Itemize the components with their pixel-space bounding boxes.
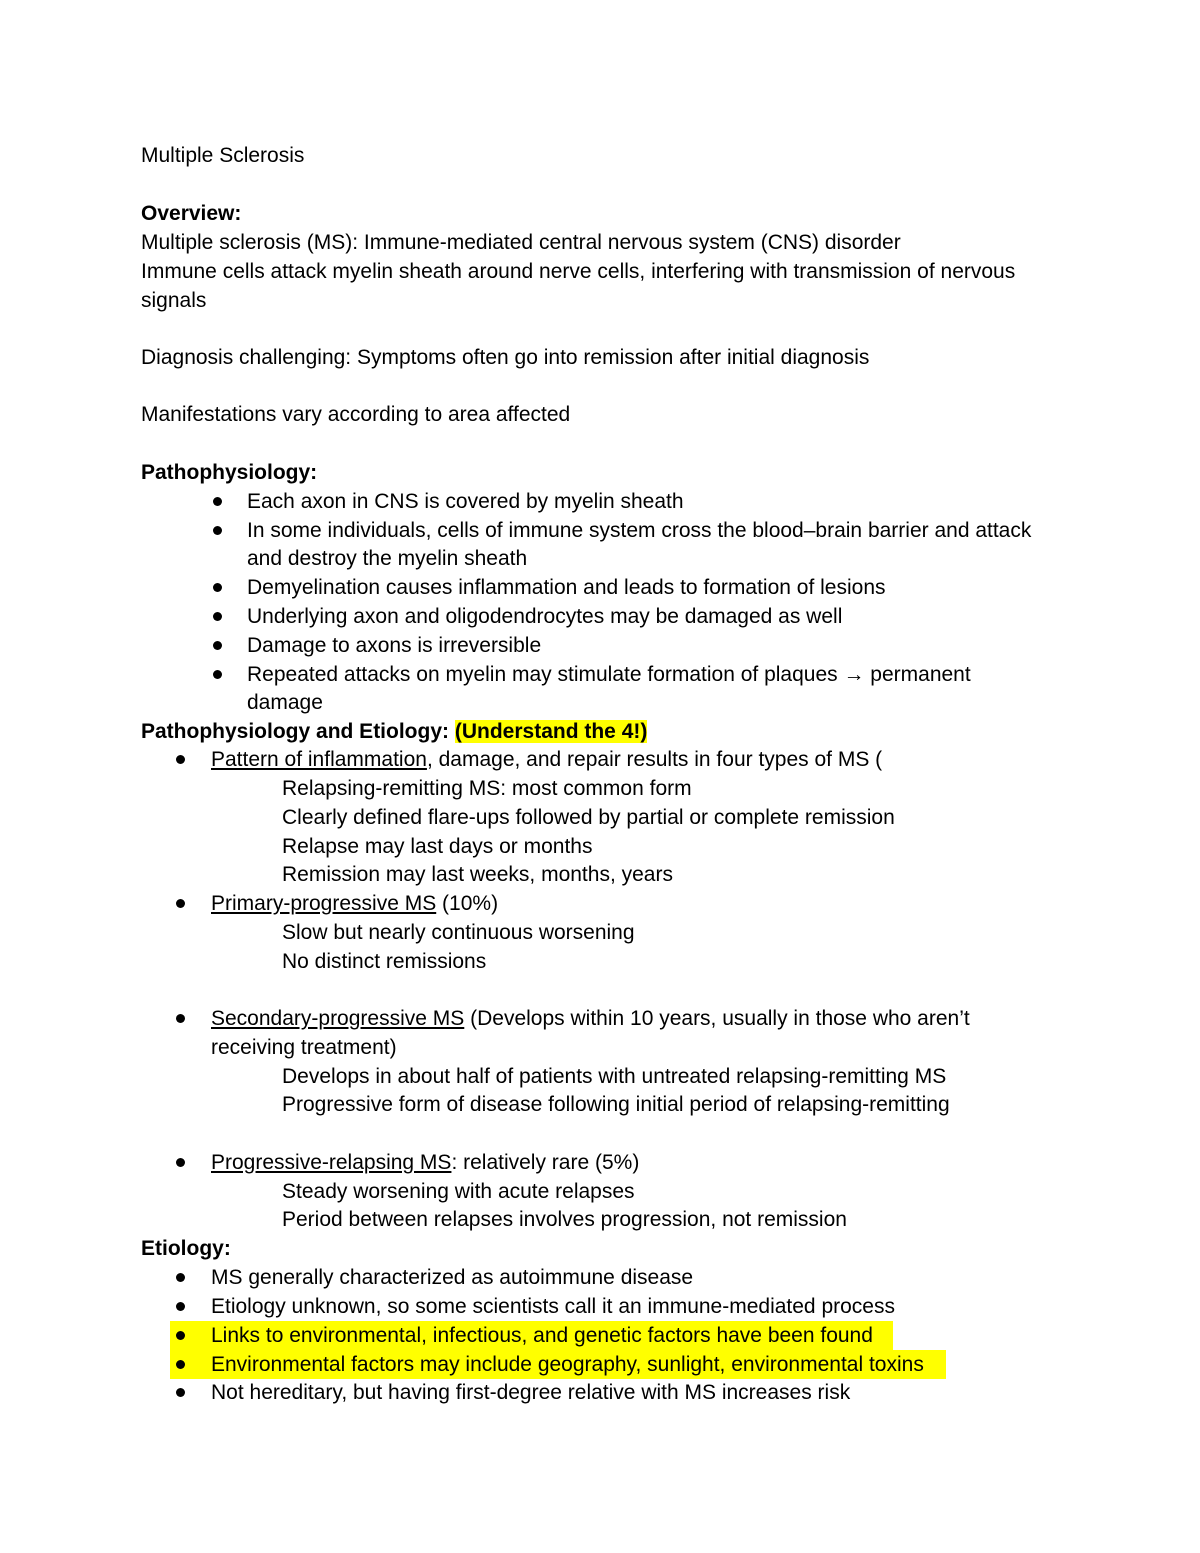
bullet-icon bbox=[176, 1014, 185, 1023]
ms-type-name: Progressive-relapsing MS bbox=[211, 1151, 452, 1174]
ms-type-name: Pattern of inflammation bbox=[211, 748, 427, 771]
bullet-icon bbox=[176, 1360, 185, 1369]
list-item-highlighted: Environmental factors may include geography, sunlight, environmental toxins bbox=[211, 1353, 924, 1376]
overview-line: signals bbox=[141, 289, 207, 312]
list-item: Each axon in CNS is covered by myelin sheath bbox=[247, 490, 684, 513]
list-item-text: , damage, and repair results in four types of MS ( bbox=[426, 748, 883, 771]
list-item-text: (Develops within 10 years, usually in those who aren’t bbox=[464, 1007, 970, 1030]
list-item: In some individuals, cells of immune system cross the blood–brain barrier and attack bbox=[247, 519, 1032, 542]
list-item bbox=[211, 889, 498, 918]
patho-etiology-heading-text: Pathophysiology and Etiology: bbox=[141, 720, 450, 743]
highlighted-note: (Understand the 4!) bbox=[454, 720, 648, 743]
list-item bbox=[211, 1148, 639, 1177]
list-item-continuation: receiving treatment) bbox=[211, 1036, 397, 1059]
document-title: Multiple Sclerosis bbox=[141, 144, 305, 167]
bullet-icon bbox=[176, 1331, 185, 1340]
pathophysiology-heading: Pathophysiology: bbox=[141, 461, 318, 484]
list-item: Underlying axon and oligodendrocytes may be damaged as well bbox=[247, 605, 843, 628]
overview-line: Diagnosis challenging: Symptoms often go into remission after initial diagnosis bbox=[141, 346, 870, 369]
bullet-icon bbox=[176, 899, 185, 908]
sub-item: Progressive form of disease following initial period of relapsing-remitting bbox=[282, 1093, 950, 1116]
sub-item: Clearly defined flare-ups followed by partial or complete remission bbox=[282, 806, 895, 829]
sub-item: Period between relapses involves progression, not remission bbox=[282, 1208, 847, 1231]
bullet-icon bbox=[176, 755, 185, 764]
bullet-icon bbox=[176, 1158, 185, 1167]
overview-heading: Overview: bbox=[141, 202, 242, 225]
list-item-highlighted: Links to environmental, infectious, and genetic factors have been found bbox=[211, 1324, 873, 1347]
bullet-icon bbox=[176, 1302, 185, 1311]
list-item: MS generally characterized as autoimmune disease bbox=[211, 1266, 694, 1289]
bullet-icon bbox=[213, 612, 222, 621]
overview-line: Manifestations vary according to area affected bbox=[141, 403, 571, 426]
list-item-text: (10%) bbox=[436, 892, 499, 915]
sub-item: No distinct remissions bbox=[282, 950, 487, 973]
ms-type-name: Secondary-progressive MS bbox=[211, 1007, 465, 1030]
bullet-icon bbox=[213, 670, 222, 679]
sub-item: Develops in about half of patients with untreated relapsing-remitting MS bbox=[282, 1065, 947, 1088]
sub-item: Steady worsening with acute relapses bbox=[282, 1180, 635, 1203]
bullet-icon bbox=[213, 641, 222, 650]
list-item: Damage to axons is irreversible bbox=[247, 634, 542, 657]
list-item-text: : relatively rare (5%) bbox=[451, 1151, 640, 1174]
ms-type-name: Primary-progressive MS bbox=[211, 892, 437, 915]
list-item-continuation: damage bbox=[247, 691, 323, 714]
list-item: Not hereditary, but having first-degree relative with MS increases risk bbox=[211, 1381, 851, 1404]
list-item bbox=[211, 1004, 970, 1033]
sub-item: Relapse may last days or months bbox=[282, 835, 593, 858]
etiology-heading: Etiology: bbox=[141, 1237, 231, 1260]
sub-item: Relapsing-remitting MS: most common form bbox=[282, 777, 692, 800]
bullet-icon bbox=[176, 1273, 185, 1282]
sub-item: Slow but nearly continuous worsening bbox=[282, 921, 635, 944]
bullet-icon bbox=[213, 583, 222, 592]
bullet-icon bbox=[213, 497, 222, 506]
overview-line: Immune cells attack myelin sheath around nerve cells, interfering with transmission of nervous bbox=[141, 260, 1016, 283]
patho-etiology-heading bbox=[141, 717, 647, 746]
list-item-continuation: and destroy the myelin sheath bbox=[247, 547, 528, 570]
sub-item: Remission may last weeks, months, years bbox=[282, 863, 673, 886]
overview-line: Multiple sclerosis (MS): Immune-mediated central nervous system (CNS) disorder bbox=[141, 231, 901, 254]
list-item bbox=[211, 745, 882, 774]
list-item: Etiology unknown, so some scientists call it an immune-mediated process bbox=[211, 1295, 895, 1318]
bullet-icon bbox=[213, 526, 222, 535]
list-item: Demyelination causes inflammation and leads to formation of lesions bbox=[247, 576, 886, 599]
bullet-icon bbox=[176, 1388, 185, 1397]
list-item: Repeated attacks on myelin may stimulate formation of plaques → permanent bbox=[247, 663, 971, 686]
